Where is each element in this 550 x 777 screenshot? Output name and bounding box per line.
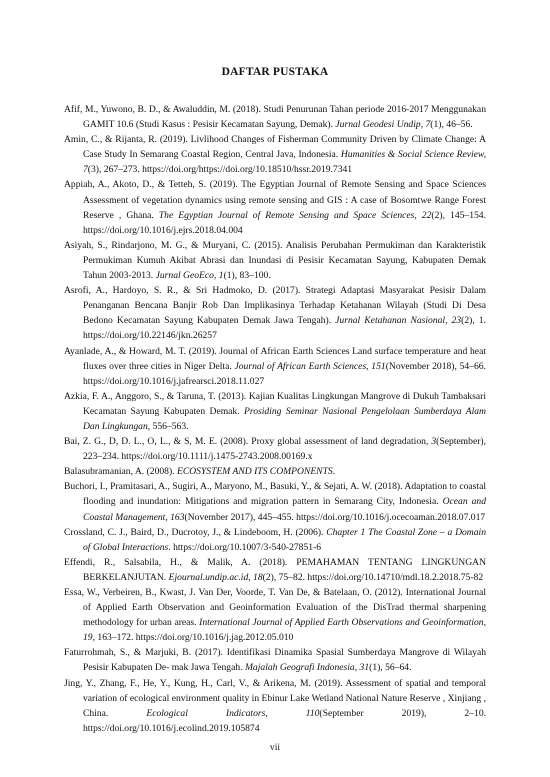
reference-entry xyxy=(64,555,486,585)
reference-text: Azkia, F. A., Anggoro, S., & Taruna, T. (2013). Kajian Kualitas Lingkungan Mangrove di Dukuh Tambaksari Kecamatan Sayung Kabupaten Demak. xyxy=(64,390,486,417)
reference-text: Jing, Y., Zhang, F., He, Y., Kung, H., Carl, V., & Arikena, M. (2019). Assessment of spatial and temporal variation of ecological environment quality in Ebinur Lake Wetland National Nature Reserve , Xinjiang , China. xyxy=(64,677,486,719)
reference-entry xyxy=(64,132,486,177)
reference-details: (2), 145–154. https://doi.org/10.1016/j.ejrs.2018.04.004 xyxy=(83,209,486,236)
reference-source: Ejournal.undip.ac.id, 18 xyxy=(168,571,263,583)
reference-text: Afif, M., Yuwono, B. D., & Awaluddin, M. (2018). Studi Penurunan Tahan periode 2016-2017 Menggunakan GAMIT 10.6 (Studi Kasus : Pesisir Kecamatan Sayung, Demak). xyxy=(64,104,486,131)
reference-entry xyxy=(64,344,486,389)
reference-source: ECOSYSTEM AND ITS COMPONENTS xyxy=(176,466,333,478)
reference-entry xyxy=(64,177,486,237)
reference-text: Balasubramanian, A. (2008). xyxy=(64,466,177,478)
reference-details: (November 2018), 54–66. https://doi.org/10.1016/j.jafrearsci.2018.11.027 xyxy=(83,360,487,387)
reference-details: , 556–563. xyxy=(147,420,189,432)
reference-entry xyxy=(64,283,486,343)
reference-source: Humanities & Social Science Review, 7 xyxy=(83,149,486,176)
reference-details: (1), 83–100. xyxy=(223,270,271,282)
reference-details: (November 2017), 445–455. https://doi.org/10.1016/j.ocecoaman.2018.07.017 xyxy=(184,511,486,523)
reference-text: Appiah, A., Akoto, D., & Tetteh, S. (2019). The Egyptian Journal of Remote Sensing and Space Sciences Assessment of vegetation dynamics using remote sensing and GIS : A case of Bosomtwe Range Forest Reserve , Ghana. xyxy=(64,179,486,221)
reference-source: Chapter 1 The Coastal Zone – a Domain of Global Interactions xyxy=(83,526,486,553)
reference-source: Majalah Geografi Indonesia, 31 xyxy=(244,662,370,674)
reference-text: Bai, Z. G., D, D. L., O, L., & S, M. E. (2008). Proxy global assessment of land degradation, xyxy=(64,436,432,448)
reference-source: Ocean and Coastal Management, 163 xyxy=(83,496,486,523)
reference-details: (3), 267–273. https://doi.org/https://doi.org/10.18510/hssr.2019.7341 xyxy=(87,164,353,176)
reference-text: Ayanlade, A., & Howard, M. T. (2019). Journal of African Earth Sciences Land surface temperature and heat fluxes over three cities in Niger Delta. xyxy=(64,345,486,372)
page-number: vii xyxy=(269,742,281,753)
reference-entry xyxy=(64,585,486,645)
reference-entry xyxy=(64,676,486,736)
reference-source: Jurnal GeoEco, 1 xyxy=(155,270,224,282)
reference-text: Asiyah, S., Rindarjono, M. G., & Muryani, C. (2015). Analisis Perubahan Permukiman dan Karakteristik Permukiman Kumuh Akibat Abrasi dan Inundasi di Pesisir Kecamatan Sayung, Kabupaten Demak Tahun 2003-2013. xyxy=(64,239,486,282)
reference-source: Jurnal Geodesi Undip, 7 xyxy=(335,119,431,131)
reference-details: . https://doi.org/10.1007/3-540-27851-6 xyxy=(168,541,322,553)
reference-list xyxy=(64,102,486,736)
reference-entry xyxy=(64,464,486,479)
reference-source: Journal of African Earth Sciences, 151 xyxy=(234,360,386,372)
reference-entry xyxy=(64,645,486,675)
reference-details: (September 2019), 2–10. https://doi.org/10.1016/j.ecolind.2019.105874 xyxy=(83,707,487,734)
reference-entry xyxy=(64,479,486,524)
reference-details: (2), 75–82. https://doi.org/10.14710/mdl.18.2.2018.75-82 xyxy=(262,571,484,583)
page-title: DAFTAR PUSTAKA xyxy=(221,66,329,78)
reference-entry xyxy=(64,434,486,464)
reference-text: Faturrohmah, S., & Marjuki, B. (2017). Identifikasi Dinamika Spasial Sumberdaya Mangrove di Wilayah Pesisir Kabupaten De- mak Jawa Tengah. xyxy=(64,647,486,674)
reference-entry xyxy=(64,525,486,555)
reference-details: (1), 56–64. xyxy=(369,662,412,674)
reference-entry xyxy=(64,102,486,132)
reference-source: 3 xyxy=(431,436,437,448)
reference-details: (September), 223–234. https://doi.org/10.1111/j.1475-2743.2008.00169.x xyxy=(83,436,486,463)
reference-text: Effendi, R., Salsabila, H., & Malik, A. (2018). PEMAHAMAN TENTANG LINGKUNGAN BERKELANJUTAN. xyxy=(64,556,486,583)
reference-text: Asrofi, A., Hardoyo, S. R., & Sri Hadmoko, D. (2017). Strategi Adaptasi Masyarakat Pesisir Dalam Penanganan Bencana Banjir Rob Dan Implikasinya Terhadap Ketahanan Wilayah (Studi Di Desa Bedono Kecamatan Sayung Kabupaten Demak Jawa Tengah). xyxy=(64,285,486,327)
reference-entry xyxy=(64,389,486,434)
reference-text: Buchori, I., Pramitasari, A., Sugiri, A., Maryono, M., Basuki, Y., & Sejati, A. W. (2018). Adaptation to coastal flooding and inundation: Mitigations and migration pattern in Semarang City, Indonesia. xyxy=(64,481,486,508)
reference-source: Ecological Indicators, 110 xyxy=(146,707,320,719)
reference-source: The Egyptian Journal of Remote Sensing and Space Sciences, 22 xyxy=(158,209,432,221)
reference-text: Crossland, C. J., Baird, D., Ducrotoy, J., & Lindeboom, H. (2006). xyxy=(64,526,327,538)
reference-source: Jurnal Ketahanan Nasional, 23 xyxy=(335,315,462,327)
reference-source: Prosiding Seminar Nasional Pengelolaan Sumberdaya Alam Dan Lingkungan xyxy=(83,405,486,432)
reference-details: (2), 1. https://doi.org/10.22146/jkn.26257 xyxy=(83,315,486,342)
reference-entry xyxy=(64,238,486,283)
reference-text: Essa, W., Verbeiren, B., Kwast, J. Van Der, Voorde, T. Van De, & Batelaan, O. (2012). International Journal of Applied Earth Observation and Geoinformation Evaluation of the DisTrad thermal sharpening methodology for urban areas. xyxy=(64,587,486,629)
reference-details: (1), 46–56. xyxy=(430,119,473,131)
reference-source: International Journal of Applied Earth Observations and Geoinformation, 19 xyxy=(83,617,486,644)
reference-details: . xyxy=(332,466,336,478)
reference-text: Amin, C., & Rijanta, R. (2019). Livlihood Changes of Fisherman Community Driven by Climate Change: A Case Study In Semarang Coastal Region, Central Java, Indonesia. xyxy=(64,134,486,161)
reference-details: , 163–172. https://doi.org/10.1016/j.jag.2012.05.010 xyxy=(92,632,294,644)
